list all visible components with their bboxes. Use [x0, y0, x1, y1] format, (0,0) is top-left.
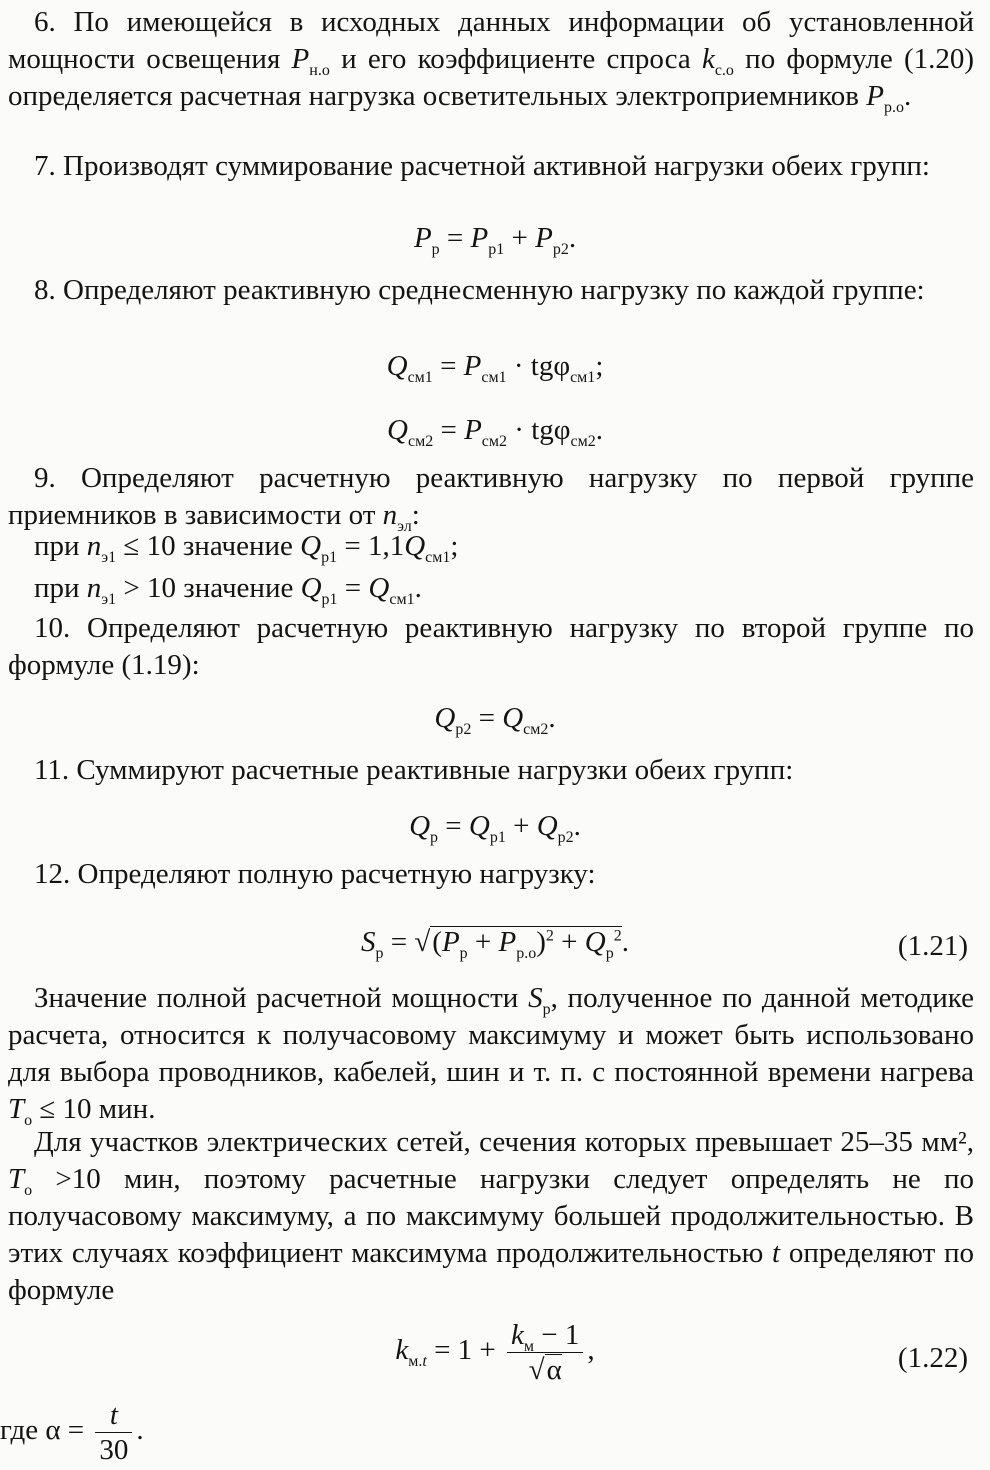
paragraph-6: 6. По имеющейся в исходных данных информации об установленной мощности освещения $P_{н.о}$ и его коэффициенте спроса $k_{с.о}$ по формуле (1.20) определяется расчетная нагрузка осветительных электроприемников $P_{р.о}$.: [8, 6, 975, 116]
equation-number-1-21: (1.21): [897, 930, 968, 962]
paragraph-7: 7. Производят суммирование расчетной активной нагрузки обеих групп:: [34, 150, 930, 182]
paragraph-8: 8. Определяют реактивную среднесменную нагрузку по каждой группе:: [34, 274, 925, 306]
paragraph-13: Значение полной расчетной мощности $S_р$, полученное по данной методике расчета, относится к получасовому максимуму и может быть использовано для выбора проводников, кабелей, шин и т. п. с постоянной времени нагрева $T_о \le 10$ мин.: [8, 982, 974, 1129]
alpha-definition: где α = $\frac{t}{30}$ .: [0, 1399, 144, 1466]
formula-full-load: $S_р = √(P_р + P_{р.о})^2 + Q_р^2$.: [361, 926, 629, 962]
paragraph-11: 11. Суммируют расчетные реактивные нагрузки обеих групп:: [34, 754, 794, 786]
formula-reactive-group-1: $Q_{см1} = P_{см1} \cdot tg\varphi_{см1}$;: [386, 350, 604, 386]
condition-greater: при $n_{э1} > 10$ значение $Q_{р1} = Q_{см1}$.: [34, 572, 422, 608]
paragraph-10: 10. Определяют расчетную реактивную нагрузку по второй группе по формуле (1.19):: [8, 612, 974, 681]
condition-less-equal: при $n_{э1} \le 10$ значение $Q_{р1} = 1,1Q_{см1}$;: [34, 530, 459, 566]
paragraph-14: Для участков электрических сетей, сечения которых превышает 25–35 мм², $T_о >10$ мин, поэтому расчетные нагрузки следует определять не по получасовому максимуму, а по максимуму большей продолжительностью. В этих случаях коэффициент максимума продолжительностью t определяют по формуле: [8, 1126, 975, 1306]
formula-reactive-second-group: $Q_{р2} = Q_{см2}$.: [434, 702, 556, 738]
formula-reactive-group-2: $Q_{см2} = P_{см2} \cdot tg\varphi_{см2}$.: [387, 414, 603, 450]
paragraph-9: 9. Определяют расчетную реактивную нагрузку по первой группе приемников в зависимости от $n_{эл}$:: [8, 462, 974, 535]
formula-active-load-sum: $P_р = P_{р1} + P_{р2}$.: [413, 222, 577, 258]
formula-max-coefficient: $k_{м.t} = 1$ + $\frac{k_м - 1}{√\alpha}$ ,: [395, 1319, 595, 1386]
paragraph-12: 12. Определяют полную расчетную нагрузку:: [34, 858, 596, 890]
formula-reactive-sum: $Q_р = Q_{р1} + Q_{р2}$.: [409, 810, 581, 846]
equation-number-1-22: (1.22): [897, 1342, 968, 1374]
